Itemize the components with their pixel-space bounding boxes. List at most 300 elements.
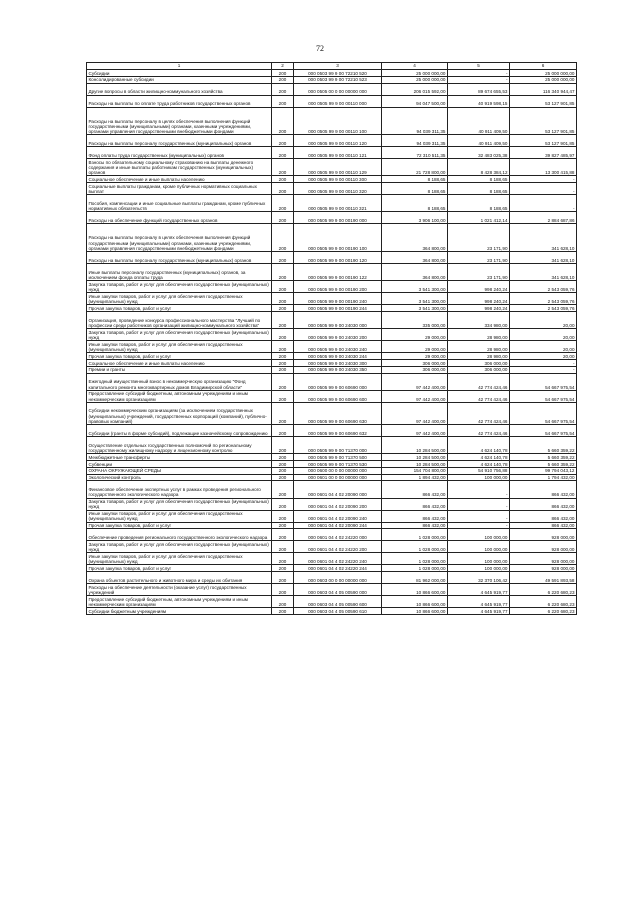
row-fact-cell: -	[448, 498, 510, 510]
table-row	[87, 70, 577, 77]
row-kvsr-cell: 200	[272, 425, 294, 437]
row-name-cell: Фонд оплаты труда государственных (муниципальных) органов	[87, 147, 272, 159]
row-plan-cell: 21 728 800,00	[382, 159, 448, 176]
row-remain-cell: 2 884 687,86	[510, 212, 577, 224]
row-fact-cell: 42 774 424,46	[448, 390, 510, 402]
row-name-cell: Закупка товаров, работ и услуг для обеспечения государственных (муниципальных) нужд	[87, 281, 272, 293]
row-remain-cell: 53 127 901,85	[510, 135, 577, 147]
table-row	[87, 305, 577, 312]
row-fact-cell: -	[448, 70, 510, 77]
table-row	[87, 281, 577, 293]
row-code-cell: 000 0505 99 9 00 71370 000	[294, 437, 382, 454]
row-name-cell: Закупка товаров, работ и услуг для обеспечения государственных (муниципальных) нужд	[87, 329, 272, 341]
row-remain-cell: 866 432,00	[510, 522, 577, 529]
row-fact-cell: 89 674 655,53	[448, 83, 510, 95]
row-remain-cell: -	[510, 366, 577, 373]
row-name-cell: ОХРАНА ОКРУЖАЮЩЕЙ СРЕДЫ	[87, 467, 272, 474]
table-row	[87, 212, 577, 224]
row-fact-cell: 4 624 140,78	[448, 461, 510, 468]
table-row	[87, 107, 577, 135]
row-kvsr-cell: 200	[272, 107, 294, 135]
row-code-cell: 000 0603 04 4 05 00590 610	[294, 608, 382, 615]
table-row	[87, 467, 577, 474]
table-row	[87, 341, 577, 353]
row-name-cell: Расходы на выплаты персоналу в целях обеспечения выполнения функций государственными (муниципальными) органами, казенными учреждениями, органами управления государственными внебюджетными фондами	[87, 107, 272, 135]
row-remain-cell: -	[510, 195, 577, 212]
row-plan-cell: 10 284 500,00	[382, 437, 448, 454]
row-remain-cell: 928 000,00	[510, 553, 577, 565]
row-fact-cell: 40 911 409,50	[448, 107, 510, 135]
row-code-cell: 000 0603 04 4 05 00590 000	[294, 584, 382, 596]
row-kvsr-cell: 200	[272, 474, 294, 481]
row-name-cell: Иные выплаты персоналу государственных (муниципальных) органов, за исключением фонда оплаты труда	[87, 263, 272, 280]
row-remain-cell: 54 667 975,54	[510, 402, 577, 424]
row-name-cell: Предоставление субсидий бюджетным, автономным учреждениям и иным некоммерческим организациям	[87, 390, 272, 402]
table-row	[87, 195, 577, 212]
row-name-cell: Иные закупки товаров, работ и услуг для обеспечения государственных (муниципальных) нужд	[87, 553, 272, 565]
row-plan-cell: 94 047 500,00	[382, 95, 448, 107]
table-row	[87, 608, 577, 615]
table-row	[87, 353, 577, 360]
row-name-cell: Расходы на обеспечение деятельности (оказание услуг) государственных учреждений	[87, 584, 272, 596]
row-code-cell: 000 0505 99 9 00 00110 129	[294, 159, 382, 176]
row-plan-cell: 335 000,00	[382, 311, 448, 328]
row-plan-cell: 10 866 600,00	[382, 584, 448, 596]
row-fact-cell: -	[448, 522, 510, 529]
row-remain-cell: 928 000,00	[510, 529, 577, 541]
row-name-cell: Осуществление отдельных государственных полномочий по региональному государственному жилищному надзору и лицензионному контролю	[87, 437, 272, 454]
row-plan-cell: 866 432,00	[382, 481, 448, 498]
row-fact-cell: 40 911 409,50	[448, 135, 510, 147]
row-fact-cell: 4 645 919,77	[448, 596, 510, 608]
row-plan-cell: 364 800,00	[382, 224, 448, 252]
row-code-cell: 000 0505 99 9 00 24030 240	[294, 341, 382, 353]
row-fact-cell: 28 980,00	[448, 353, 510, 360]
row-fact-cell: 8 188,65	[448, 183, 510, 195]
column-header: 3	[294, 63, 382, 70]
row-plan-cell: 364 800,00	[382, 251, 448, 263]
row-code-cell: 000 0601 04 4 02 20090 000	[294, 481, 382, 498]
row-name-cell: Иные закупки товаров, работ и услуг для обеспечения государственных (муниципальных) нужд	[87, 510, 272, 522]
row-kvsr-cell: 200	[272, 341, 294, 353]
row-fact-cell: 4 645 919,77	[448, 584, 510, 596]
row-code-cell: 000 0601 04 4 02 24220 000	[294, 529, 382, 541]
row-kvsr-cell: 200	[272, 176, 294, 183]
row-name-cell: Пособия, компенсации и иные социальные выплаты гражданам, кроме публичных нормативных обязательств	[87, 195, 272, 212]
row-plan-cell: 10 284 500,00	[382, 461, 448, 468]
row-kvsr-cell: 200	[272, 522, 294, 529]
row-plan-cell: 97 442 400,00	[382, 402, 448, 424]
row-name-cell: Расходы на обеспечение функций государственных органов	[87, 212, 272, 224]
row-code-cell: 000 0505 99 9 00 00190 240	[294, 293, 382, 305]
row-fact-cell: 998 240,24	[448, 281, 510, 293]
page-number: 72	[316, 44, 324, 53]
table-row	[87, 553, 577, 565]
row-plan-cell: 306 000,00	[382, 366, 448, 373]
row-kvsr-cell: 200	[272, 305, 294, 312]
table-row	[87, 176, 577, 183]
row-name-cell: Прочая закупка товаров, работ и услуг	[87, 353, 272, 360]
table-row	[87, 135, 577, 147]
row-kvsr-cell: 200	[272, 224, 294, 252]
row-remain-cell: 341 628,10	[510, 251, 577, 263]
row-plan-cell: 3 541 300,00	[382, 293, 448, 305]
table-row	[87, 390, 577, 402]
row-code-cell: 000 0505 99 9 00 24030 000	[294, 311, 382, 328]
row-plan-cell: 1 028 000,00	[382, 565, 448, 572]
row-kvsr-cell: 200	[272, 596, 294, 608]
row-remain-cell: 6 220 680,23	[510, 584, 577, 596]
row-fact-cell: 23 171,90	[448, 224, 510, 252]
row-kvsr-cell: 200	[272, 572, 294, 584]
row-kvsr-cell: 200	[272, 147, 294, 159]
row-fact-cell: 32 483 025,38	[448, 147, 510, 159]
row-code-cell: 000 0603 00 0 00 00000 000	[294, 572, 382, 584]
row-code-cell: 000 0505 99 9 00 60690 630	[294, 402, 382, 424]
row-remain-cell: 2 543 059,76	[510, 305, 577, 312]
row-name-cell: Закупка товаров, работ и услуг для обеспечения государственных (муниципальных) нужд	[87, 541, 272, 553]
row-remain-cell: 20,00	[510, 329, 577, 341]
row-code-cell: 000 0505 99 9 00 00110 320	[294, 183, 382, 195]
column-header: 4	[382, 63, 448, 70]
row-remain-cell: -	[510, 183, 577, 195]
row-fact-cell: 32 370 106,42	[448, 572, 510, 584]
row-plan-cell: 10 866 600,00	[382, 608, 448, 615]
row-remain-cell: -	[510, 359, 577, 366]
row-name-cell: Субсидии	[87, 70, 272, 77]
row-code-cell: 000 0505 99 9 00 00110 300	[294, 176, 382, 183]
table-row	[87, 263, 577, 280]
row-plan-cell: 1 028 000,00	[382, 541, 448, 553]
table-row	[87, 329, 577, 341]
row-plan-cell: 306 000,00	[382, 359, 448, 366]
row-plan-cell: 10 866 600,00	[382, 596, 448, 608]
row-fact-cell: 28 980,00	[448, 329, 510, 341]
table-row	[87, 83, 577, 95]
row-name-cell: Экологический контроль	[87, 474, 272, 481]
row-remain-cell: 53 127 901,85	[510, 95, 577, 107]
table-row	[87, 510, 577, 522]
row-plan-cell: 25 000 000,00	[382, 76, 448, 83]
table-row	[87, 311, 577, 328]
row-remain-cell: 54 667 975,54	[510, 390, 577, 402]
table-body	[87, 63, 577, 615]
table-row	[87, 359, 577, 366]
row-code-cell: 000 0505 99 9 00 00190 000	[294, 212, 382, 224]
row-name-cell: Консолидированные субсидии	[87, 76, 272, 83]
row-code-cell: 000 0505 99 9 00 24030 200	[294, 329, 382, 341]
row-remain-cell: 5 660 359,22	[510, 437, 577, 454]
row-code-cell: 000 0505 99 9 00 00110 120	[294, 135, 382, 147]
row-name-cell: Премии и гранты	[87, 366, 272, 373]
row-kvsr-cell: 200	[272, 183, 294, 195]
row-name-cell: Социальное обеспечение и иные выплаты населению	[87, 176, 272, 183]
row-fact-cell: 306 000,00	[448, 366, 510, 373]
row-kvsr-cell: 200	[272, 135, 294, 147]
row-name-cell: Расходы на выплаты персоналу государственных (муниципальных) органов	[87, 251, 272, 263]
row-kvsr-cell: 200	[272, 467, 294, 474]
row-code-cell: 000 0603 04 4 05 00590 600	[294, 596, 382, 608]
row-name-cell: Социальные выплаты гражданам, кроме публичных нормативных социальных выплат	[87, 183, 272, 195]
row-code-cell: 000 0505 99 9 00 60690 600	[294, 390, 382, 402]
table-row	[87, 76, 577, 83]
table-row	[87, 95, 577, 107]
row-name-cell: Прочая закупка товаров, работ и услуг	[87, 305, 272, 312]
row-name-cell: Прочая закупка товаров, работ и услуг	[87, 565, 272, 572]
table-row	[87, 522, 577, 529]
row-remain-cell: 39 827 485,97	[510, 147, 577, 159]
row-remain-cell: 2 543 059,76	[510, 293, 577, 305]
table-row	[87, 425, 577, 437]
table-row	[87, 461, 577, 468]
row-remain-cell: 99 794 043,12	[510, 467, 577, 474]
row-fact-cell: 23 171,90	[448, 251, 510, 263]
row-fact-cell: 998 240,24	[448, 305, 510, 312]
row-kvsr-cell: 200	[272, 461, 294, 468]
row-name-cell: Прочая закупка товаров, работ и услуг	[87, 522, 272, 529]
row-remain-cell: 13 300 415,88	[510, 159, 577, 176]
row-fact-cell: 334 980,00	[448, 311, 510, 328]
column-header: 1	[87, 63, 272, 70]
column-header: 2	[272, 63, 294, 70]
row-kvsr-cell: 200	[272, 95, 294, 107]
row-name-cell: Ежегодный имущественный взнос в некоммерческую организацию "Фонд капитального ремонта многоквартирных домов Владимирской области"	[87, 373, 272, 390]
row-remain-cell: 25 000 000,00	[510, 76, 577, 83]
row-plan-cell: 8 188,65	[382, 195, 448, 212]
row-kvsr-cell: 200	[272, 498, 294, 510]
row-fact-cell: 1 021 412,14	[448, 212, 510, 224]
row-remain-cell: 866 432,00	[510, 481, 577, 498]
row-fact-cell: 100 000,00	[448, 565, 510, 572]
row-code-cell: 000 0601 04 4 02 20090 200	[294, 498, 382, 510]
row-name-cell: Субсидии (гранты в форме субсидий), подлежащие казначейскому сопровождению	[87, 425, 272, 437]
row-fact-cell: 8 428 384,12	[448, 159, 510, 176]
row-fact-cell: 100 000,00	[448, 553, 510, 565]
row-kvsr-cell: 200	[272, 529, 294, 541]
row-remain-cell: -	[510, 176, 577, 183]
table-row	[87, 293, 577, 305]
row-code-cell: 000 0505 99 9 00 24030 350	[294, 366, 382, 373]
row-plan-cell: 866 432,00	[382, 522, 448, 529]
row-code-cell: 000 0601 04 4 02 24220 240	[294, 553, 382, 565]
row-remain-cell: 6 220 680,23	[510, 608, 577, 615]
row-kvsr-cell: 200	[272, 510, 294, 522]
row-code-cell: 000 0601 04 4 02 20090 244	[294, 522, 382, 529]
row-name-cell: Обеспечение проведения регионального государственного экологического надзора	[87, 529, 272, 541]
row-code-cell: 000 0505 99 9 00 60690 632	[294, 425, 382, 437]
table-row	[87, 596, 577, 608]
row-code-cell: 000 0503 99 9 00 72210 523	[294, 76, 382, 83]
row-name-cell: Иные закупки товаров, работ и услуг для обеспечения государственных (муниципальных) нужд	[87, 341, 272, 353]
table-row	[87, 474, 577, 481]
row-plan-cell: 154 704 800,00	[382, 467, 448, 474]
column-header: 5	[448, 63, 510, 70]
row-fact-cell: 23 171,90	[448, 263, 510, 280]
row-name-cell: Межбюджетные трансферты	[87, 454, 272, 461]
row-kvsr-cell: 200	[272, 159, 294, 176]
row-plan-cell: 3 541 300,00	[382, 281, 448, 293]
row-remain-cell: 49 591 893,58	[510, 572, 577, 584]
row-code-cell: 000 0505 99 9 00 00190 244	[294, 305, 382, 312]
row-plan-cell: 866 432,00	[382, 510, 448, 522]
row-plan-cell: 3 906 100,00	[382, 212, 448, 224]
table-row	[87, 454, 577, 461]
row-name-cell: Иные закупки товаров, работ и услуг для обеспечения государственных (муниципальных) нужд	[87, 293, 272, 305]
column-header: 6	[510, 63, 577, 70]
row-code-cell: 000 0505 99 9 00 24030 244	[294, 353, 382, 360]
row-remain-cell: 53 127 901,85	[510, 107, 577, 135]
row-code-cell: 000 0503 99 9 00 72210 520	[294, 70, 382, 77]
row-kvsr-cell: 200	[272, 402, 294, 424]
row-plan-cell: 72 310 511,35	[382, 147, 448, 159]
row-fact-cell: 8 188,65	[448, 176, 510, 183]
row-plan-cell: 81 962 000,00	[382, 572, 448, 584]
row-remain-cell: 20,00	[510, 311, 577, 328]
table-row	[87, 366, 577, 373]
row-remain-cell: 341 628,10	[510, 263, 577, 280]
row-code-cell: 000 0505 99 9 00 00190 122	[294, 263, 382, 280]
row-plan-cell: 8 188,65	[382, 176, 448, 183]
row-kvsr-cell: 200	[272, 359, 294, 366]
row-kvsr-cell: 200	[272, 454, 294, 461]
row-kvsr-cell: 200	[272, 437, 294, 454]
row-kvsr-cell: 200	[272, 553, 294, 565]
row-fact-cell: 42 774 424,46	[448, 402, 510, 424]
column-number-header-row	[87, 63, 577, 70]
row-code-cell: 000 0505 99 9 00 00110 121	[294, 147, 382, 159]
row-remain-cell: 20,00	[510, 353, 577, 360]
row-name-cell: Взносы по обязательному социальному страхованию на выплаты денежного содержания и иные выплаты работникам государственных (муниципальных) органов	[87, 159, 272, 176]
row-fact-cell: 100 000,00	[448, 541, 510, 553]
row-remain-cell: 341 628,10	[510, 224, 577, 252]
row-plan-cell: 8 188,65	[382, 183, 448, 195]
row-plan-cell: 1 028 000,00	[382, 529, 448, 541]
row-remain-cell: 54 667 975,54	[510, 425, 577, 437]
row-fact-cell: -	[448, 510, 510, 522]
table-row	[87, 147, 577, 159]
row-remain-cell: 20,00	[510, 341, 577, 353]
row-remain-cell: 6 220 680,23	[510, 596, 577, 608]
row-plan-cell: 97 442 400,00	[382, 373, 448, 390]
row-code-cell: 000 0505 99 9 00 71370 530	[294, 461, 382, 468]
row-kvsr-cell: 200	[272, 311, 294, 328]
row-kvsr-cell: 200	[272, 76, 294, 83]
row-remain-cell: 866 432,00	[510, 498, 577, 510]
table-row	[87, 224, 577, 252]
row-remain-cell: 5 660 359,22	[510, 454, 577, 461]
row-kvsr-cell: 200	[272, 373, 294, 390]
row-code-cell: 000 0600 00 0 00 00000 000	[294, 467, 382, 474]
row-remain-cell: 928 000,00	[510, 541, 577, 553]
row-code-cell: 000 0505 99 9 00 00190 120	[294, 251, 382, 263]
row-remain-cell: 116 340 944,47	[510, 83, 577, 95]
row-code-cell: 000 0601 04 4 02 24220 244	[294, 565, 382, 572]
row-plan-cell: 866 432,00	[382, 498, 448, 510]
row-name-cell: Расходы на выплаты персоналу государственных (муниципальных) органов	[87, 135, 272, 147]
table-row	[87, 251, 577, 263]
row-plan-cell: 25 000 000,00	[382, 70, 448, 77]
row-fact-cell: 4 624 140,78	[448, 454, 510, 461]
row-kvsr-cell: 200	[272, 83, 294, 95]
row-name-cell: Расходы на выплаты персоналу в целях обеспечения выполнения функций государственными (муниципальными) органами, казенными учреждениями, органами управления государственными внебюджетными фондами	[87, 224, 272, 252]
table-row	[87, 572, 577, 584]
row-kvsr-cell: 200	[272, 353, 294, 360]
row-kvsr-cell: 200	[272, 195, 294, 212]
row-plan-cell: 3 541 300,00	[382, 305, 448, 312]
row-name-cell: Субвенции	[87, 461, 272, 468]
row-code-cell: 000 0505 99 9 00 00110 100	[294, 107, 382, 135]
budget-execution-table	[86, 62, 577, 615]
row-code-cell: 000 0505 99 9 00 60690 000	[294, 373, 382, 390]
row-plan-cell: 94 039 311,35	[382, 135, 448, 147]
row-fact-cell: 998 240,24	[448, 293, 510, 305]
row-plan-cell: 364 800,00	[382, 263, 448, 280]
row-name-cell: Другие вопросы в области жилищно-коммунального хозяйства	[87, 83, 272, 95]
row-fact-cell: 54 910 756,88	[448, 467, 510, 474]
row-fact-cell: -	[448, 481, 510, 498]
row-fact-cell: 42 774 424,46	[448, 373, 510, 390]
row-kvsr-cell: 200	[272, 329, 294, 341]
row-kvsr-cell: 200	[272, 263, 294, 280]
row-kvsr-cell: 200	[272, 390, 294, 402]
row-name-cell: Расходы на выплаты по оплате труда работников государственных органов	[87, 95, 272, 107]
table-row	[87, 584, 577, 596]
row-remain-cell: 2 543 059,76	[510, 281, 577, 293]
row-plan-cell: 29 000,00	[382, 329, 448, 341]
row-code-cell: 000 0505 99 9 00 00110 321	[294, 195, 382, 212]
table-row	[87, 481, 577, 498]
row-kvsr-cell: 200	[272, 608, 294, 615]
row-code-cell: 000 0505 99 9 00 00190 100	[294, 224, 382, 252]
row-fact-cell: 4 645 919,77	[448, 608, 510, 615]
row-name-cell: Предоставление субсидий бюджетным, автономным учреждениям и иным некоммерческим организациям	[87, 596, 272, 608]
row-code-cell: 000 0505 99 9 00 00110 000	[294, 95, 382, 107]
row-name-cell: Субсидии бюджетным учреждениям	[87, 608, 272, 615]
row-fact-cell: 42 774 424,46	[448, 425, 510, 437]
row-plan-cell: 97 442 400,00	[382, 425, 448, 437]
row-code-cell: 000 0601 04 4 02 20090 240	[294, 510, 382, 522]
row-kvsr-cell: 200	[272, 251, 294, 263]
table-row	[87, 437, 577, 454]
row-remain-cell: 928 000,00	[510, 565, 577, 572]
row-fact-cell: 28 980,00	[448, 341, 510, 353]
row-plan-cell: 29 000,00	[382, 341, 448, 353]
row-kvsr-cell: 200	[272, 366, 294, 373]
table-row	[87, 541, 577, 553]
row-plan-cell: 29 000,00	[382, 353, 448, 360]
row-remain-cell: 5 660 359,22	[510, 461, 577, 468]
row-remain-cell: 1 794 432,00	[510, 474, 577, 481]
row-fact-cell: -	[448, 76, 510, 83]
row-plan-cell: 1 028 000,00	[382, 553, 448, 565]
row-remain-cell: 866 432,00	[510, 510, 577, 522]
row-kvsr-cell: 200	[272, 70, 294, 77]
row-remain-cell: 54 667 975,54	[510, 373, 577, 390]
table-row	[87, 529, 577, 541]
row-code-cell: 000 0505 99 9 00 24030 300	[294, 359, 382, 366]
table-row	[87, 565, 577, 572]
row-code-cell: 000 0601 00 0 00 00000 000	[294, 474, 382, 481]
row-kvsr-cell: 200	[272, 565, 294, 572]
row-plan-cell: 94 039 311,35	[382, 107, 448, 135]
row-fact-cell: 100 000,00	[448, 474, 510, 481]
row-plan-cell: 10 284 500,00	[382, 454, 448, 461]
row-name-cell: Социальное обеспечение и иные выплаты населению	[87, 359, 272, 366]
table-row	[87, 159, 577, 176]
row-plan-cell: 97 442 400,00	[382, 390, 448, 402]
row-fact-cell: 306 000,00	[448, 359, 510, 366]
table-row	[87, 183, 577, 195]
